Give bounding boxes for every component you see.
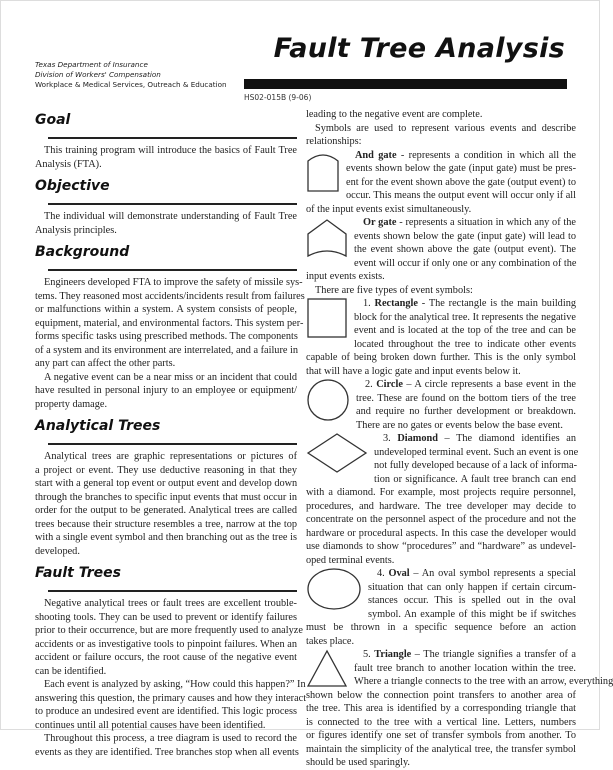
- text-line: and require no further development or breakdown.: [356, 406, 576, 417]
- section-rule: [48, 269, 297, 271]
- text-line: of the input events exist simultaneously.: [306, 203, 472, 215]
- text-line: developed.: [35, 545, 80, 557]
- text-line: concentrate on the personnel aspect of the procedure and not the: [306, 514, 576, 525]
- symbol-name: And gate: [355, 149, 397, 161]
- paragraph: [35, 276, 305, 371]
- line-prefix: 5.: [363, 649, 375, 660]
- paragraph: [35, 732, 297, 759]
- text-line: events shown below the gate (input gate) must be pres-: [346, 163, 576, 174]
- section-heading: Analytical Trees: [35, 418, 161, 434]
- text-line: order for the output to be generated. Analytical trees are called: [35, 505, 297, 516]
- text-line: with a diamond. For example, most projects require personnel,: [306, 487, 576, 498]
- text-line: There are five types of event symbols:: [315, 284, 473, 296]
- paragraph: [306, 378, 576, 432]
- text-line: prior to their occurrence, but are more frequently used to analyze: [35, 625, 303, 636]
- paragraph: [306, 567, 576, 648]
- symbol-name: Rectangle: [374, 298, 418, 309]
- text-line: event and is located at the top of the tree and can be: [354, 325, 576, 336]
- line-rest: – The diamond identifies an: [437, 433, 576, 444]
- text-line: can be identified.: [35, 665, 107, 677]
- symbol-name: Diamond: [397, 433, 438, 444]
- oval-icon: [306, 567, 362, 611]
- text-line: This training program will introduce the basics of Fault Tree: [44, 145, 297, 156]
- text-line: through the branches to specific input events that must occur in: [35, 491, 297, 503]
- circle-icon: [306, 378, 350, 422]
- text-line: situation that can only happen if certain circum-: [368, 581, 576, 593]
- text-line: events as they are identified. Tree branches stop when all events: [35, 746, 299, 758]
- org-line: Texas Department of Insurance: [35, 60, 148, 69]
- rectangle-icon: [306, 297, 348, 339]
- text-line: with a single event symbol and then branching out as the tree is: [35, 532, 297, 543]
- text-line: forms specific tasks using prescribed methods. The components: [35, 331, 298, 342]
- text-line: to produce an undesired event are identified. This logic process: [35, 706, 297, 717]
- document-title: Fault Tree Analysis: [273, 33, 565, 64]
- text-line: shown below the connection point transfers to another area of: [306, 689, 576, 701]
- text-line: property damage.: [35, 398, 108, 410]
- text-line: undeveloped terminal event. Such an event is one: [374, 446, 579, 458]
- symbol-name: Circle: [376, 379, 403, 390]
- text-line: hardware or procedural aspects. In this case the developer would: [306, 527, 576, 539]
- text-line: The individual will demonstrate understanding of Fault Tree: [44, 211, 297, 222]
- paragraph: [306, 122, 576, 149]
- organization-block: [35, 60, 227, 90]
- line-prefix: 3.: [383, 433, 398, 444]
- text-line: start with a general top event or output event and develop down: [35, 478, 298, 489]
- line-prefix: 4.: [377, 568, 389, 579]
- section-rule: [48, 590, 297, 592]
- text-line: shooting tools. They can be used to prevent or identify failures: [35, 611, 297, 623]
- text-line: or figures identify one set of transfer symbols from another. To: [306, 730, 576, 741]
- text-line: tree. These are found on the bottom tiers of the tree: [356, 392, 576, 404]
- right-column: [306, 108, 613, 770]
- text-line: is connected to the tree with a vertical line. Letters, numbers: [306, 716, 576, 728]
- document-code: HS02-015B (9-06): [244, 93, 312, 102]
- text-line: Symbols are used to represent various events and describe: [315, 122, 576, 134]
- text-line: A negative event can be a near miss or an incident that could: [44, 371, 297, 383]
- text-line: the event shown above the gate (output event). The: [354, 244, 576, 255]
- text-line: ent for the event shown above the gate (output event) to: [346, 176, 576, 188]
- text-line: leading to the negative event are complete.: [306, 109, 483, 120]
- symbol-name: Oval: [388, 568, 410, 579]
- text-line: Analysis principles.: [35, 224, 117, 236]
- paragraph: [306, 149, 576, 217]
- text-line: continues until all potential causes have been identified.: [35, 719, 266, 731]
- text-line: Engineers developed FTA to improve the safety of missile sys-: [44, 277, 303, 288]
- or-gate-icon: [306, 216, 348, 260]
- text-line: that will have a logic gate and input events below it.: [306, 365, 521, 377]
- paragraph: [35, 678, 307, 732]
- paragraph: [306, 297, 576, 378]
- text-line: use diamonds to show “procedures” and “hardware” as undevel-: [306, 541, 576, 552]
- line-rest: – The triangle signifies a transfer of a: [411, 649, 576, 660]
- section-rule: [48, 137, 297, 139]
- text-line: accidents or as investigative tools to pinpoint failures. When an: [35, 638, 297, 650]
- text-line: procedures, and hardware. The tree developer may decide to: [306, 500, 576, 512]
- paragraph: [35, 210, 297, 237]
- section-heading: Objective: [35, 178, 110, 194]
- text-line: answering this question, the primary causes and how they interact: [35, 692, 307, 704]
- text-line: stances occur. This is spelled out in the oval: [368, 595, 576, 606]
- text-line: oped terminal events.: [306, 554, 395, 566]
- section-heading: Fault Trees: [35, 565, 121, 581]
- triangle-icon: [306, 648, 348, 688]
- org-line: Workplace & Medical Services, Outreach & Education: [35, 80, 227, 89]
- left-column: [35, 105, 307, 759]
- text-line: fault tree branch to another location within the tree.: [354, 662, 576, 674]
- paragraph: [306, 108, 576, 122]
- text-line: tems. They reasoned most accidents/incidents result from failures: [35, 290, 305, 302]
- text-line: located throughout the tree to indicate other events: [354, 338, 576, 350]
- text-line: should be used sparingly.: [306, 757, 411, 768]
- text-line: Throughout this process, a tree diagram is used to record the: [44, 733, 297, 744]
- text-line: There are no gates or events below the base event.: [356, 419, 563, 431]
- text-line: block for the analytical tree. It represents the negative: [354, 311, 576, 323]
- text-line: Analysis (FTA).: [35, 158, 102, 170]
- text-line: of a system and its environment are interrelated, and a failure in: [35, 344, 299, 356]
- line-rest: - The rectangle is the main building: [418, 298, 576, 309]
- text-line: not fully developed because of a lack of informa-: [374, 460, 577, 471]
- text-line: Each event is analyzed by asking, “How could this happen?” In: [44, 679, 306, 690]
- text-line: or malfunctions within a system. A system consists of people,: [35, 304, 297, 315]
- symbol-name: Or gate: [363, 217, 397, 228]
- line-rest: - represents a condition in which all the: [396, 149, 577, 161]
- paragraph: [35, 450, 297, 558]
- section-rule: [48, 203, 297, 205]
- text-line: [306, 149, 576, 163]
- text-line: the tree. This area is identified by a corresponding triangle that: [306, 703, 576, 714]
- paragraph: [35, 597, 303, 678]
- text-line: Where a triangle connects to the tree with an arrow, everything: [354, 676, 613, 687]
- text-line: events shown below the gate (input gate) will lead to: [354, 230, 576, 242]
- text-line: event will occur if only one or any combination of the: [354, 257, 577, 269]
- text-line: a project or event. They use deductive reasoning in that they: [35, 464, 297, 476]
- line-rest: – A circle represents a base event in the: [402, 379, 576, 390]
- paragraph: [306, 216, 576, 284]
- text-line: accident or failure occurs, the root cause of the negative event: [35, 652, 297, 663]
- text-line: Analytical trees are graphic representations or pictures of: [44, 451, 297, 462]
- text-line: equipment, material, and environmental factors. This system per-: [35, 317, 304, 329]
- section-heading: Goal: [35, 112, 71, 128]
- text-line: maintain the simplicity of the analytical tree, the transfer symbol: [306, 743, 576, 755]
- section-heading: Background: [35, 244, 130, 260]
- paragraph: [306, 648, 613, 770]
- paragraph: [306, 432, 579, 567]
- text-line: tion or significance. A fault tree branch can end: [374, 473, 576, 485]
- text-line: occur. This means the output event will occur only if all: [346, 190, 577, 201]
- and-gate-icon: [306, 149, 340, 193]
- section-rule: [48, 443, 297, 445]
- text-line: must be thrown in a specific sequence before an action: [306, 622, 576, 633]
- line-rest: – An oval symbol represents a special: [409, 568, 577, 579]
- text-line: input events exists.: [306, 271, 385, 282]
- diamond-icon: [306, 432, 368, 474]
- title-bar-divider: [244, 79, 567, 89]
- paragraph: [35, 371, 297, 412]
- text-line: any part can affect the other parts.: [35, 358, 176, 369]
- text-line: symbol. An example of this might be if switches: [368, 608, 576, 620]
- org-line: Division of Workers' Compensation: [35, 70, 161, 79]
- text-line: takes place.: [306, 635, 355, 647]
- line-prefix: 2.: [365, 379, 377, 390]
- paragraph: [306, 284, 576, 298]
- line-prefix: 1.: [363, 298, 375, 309]
- text-line: relationships:: [306, 136, 362, 147]
- line-rest: - represents a situation in which any of the: [396, 217, 576, 228]
- text-line: capable of being broken down further. This is the only symbol: [306, 352, 576, 363]
- text-line: trees because their structure resembles a tree, narrow at the top: [35, 518, 297, 530]
- text-line: have resulted in personal injury to an employee or equipment/: [35, 385, 297, 396]
- text-line: Negative analytical trees or fault trees are excellent trouble-: [44, 598, 297, 609]
- symbol-name: Triangle: [374, 649, 412, 660]
- paragraph: [35, 144, 297, 171]
